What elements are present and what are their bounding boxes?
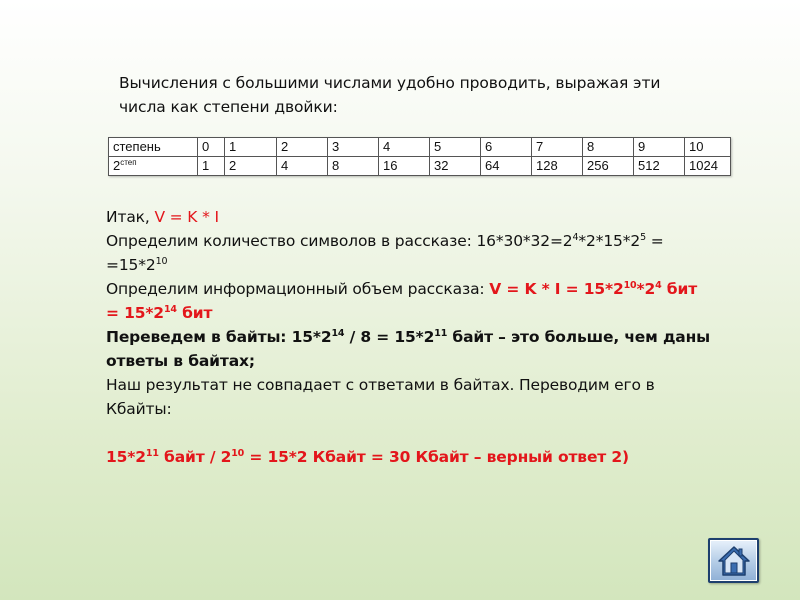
value-cell: 2 [225, 157, 277, 176]
exponent: 10 [623, 280, 637, 291]
intro-line-1: Вычисления с большими числами удобно проводить, выражая эти [119, 74, 661, 92]
value-cell: 1024 [685, 157, 731, 176]
solution-text-span: Определим количество символов в рассказе: 16*30*32=2 [106, 232, 573, 250]
exponent-cell: 7 [532, 138, 583, 157]
value-row [109, 157, 731, 176]
solution-text-span: Итак, [106, 208, 155, 226]
solution-text-span: Переведем в байты: 15*2 [106, 328, 332, 346]
solution-line-8: Наш результат не совпадает с ответами в байтах. Переводим его в [106, 376, 655, 394]
exponent: 11 [434, 328, 448, 339]
exponent-cell: 2 [277, 138, 328, 157]
exponent-cell: 4 [379, 138, 430, 157]
solution-text-span: бит [661, 280, 698, 298]
intro-text [119, 71, 719, 119]
value-cell: 32 [430, 157, 481, 176]
exponent: 14 [331, 328, 345, 339]
intro-line-2: числа как степени двойки: [119, 98, 338, 116]
powers-of-two-table [108, 137, 731, 176]
home-button[interactable] [708, 538, 759, 583]
solution-text-span: = 15*2 [106, 304, 164, 322]
solution-text-span: / 8 = 15*2 [344, 328, 435, 346]
final-answer [106, 445, 726, 469]
exponent-cell: 1 [225, 138, 277, 157]
solution-text-span: бит [176, 304, 213, 322]
exponent: 11 [145, 448, 159, 459]
solution-text-span: 15*2 [106, 448, 146, 466]
solution-line-2 [106, 229, 726, 253]
exponent-cell: 6 [481, 138, 532, 157]
exponent-row [109, 138, 731, 157]
value-cell: 1 [198, 157, 225, 176]
solution-text [106, 205, 726, 469]
value-cell: 8 [328, 157, 379, 176]
solution-text-span: =15*2 [106, 256, 156, 274]
blank-line [106, 421, 726, 445]
value-cell: 128 [532, 157, 583, 176]
exponent: 14 [163, 304, 177, 315]
solution-line-9: Кбайты: [106, 400, 172, 418]
home-icon [717, 544, 751, 578]
exponent: 4 [572, 232, 579, 243]
solution-line-1 [106, 205, 726, 229]
value-cell: 512 [634, 157, 685, 176]
exponent-cell: 0 [198, 138, 225, 157]
value-cell: 4 [277, 157, 328, 176]
value-row-base: 2 [113, 158, 121, 173]
solution-text-span: V = K * I = 15*2 [489, 280, 624, 298]
solution-line-3 [106, 253, 726, 277]
exponent-row-label: степень [109, 138, 198, 157]
value-cell: 16 [379, 157, 430, 176]
solution-line-7: ответы в байтах; [106, 352, 255, 370]
solution-text-span: *2 [636, 280, 656, 298]
formula-highlight [106, 304, 212, 322]
exponent-cell: 3 [328, 138, 379, 157]
value-cell: 64 [481, 157, 532, 176]
exponent-cell: 8 [583, 138, 634, 157]
solution-line-6 [106, 325, 726, 349]
value-row-label [109, 157, 198, 176]
solution-line-5 [106, 301, 726, 325]
exponent: 10 [155, 256, 168, 267]
solution-text-span: Определим информационный объем рассказа: [106, 280, 490, 298]
exponent-cell: 10 [685, 138, 731, 157]
solution-text-span: = [645, 232, 664, 250]
exponent: 5 [640, 232, 646, 243]
value-row-sup: степ [120, 158, 137, 167]
solution-text-span: *2*15*2 [578, 232, 641, 250]
solution-text-span: байт / 2 [158, 448, 232, 466]
exponent-cell: 9 [634, 138, 685, 157]
exponent: 4 [655, 280, 662, 291]
exponent: 10 [231, 448, 245, 459]
solution-text-span: байт – это больше, чем даны [447, 328, 711, 346]
formula-highlight: V = K * I [154, 208, 219, 226]
value-cell: 256 [583, 157, 634, 176]
solution-line-4 [106, 277, 726, 301]
solution-text-span: = 15*2 Кбайт = 30 Кбайт – верный ответ 2) [244, 448, 629, 466]
formula-highlight [489, 280, 697, 298]
exponent-cell: 5 [430, 138, 481, 157]
